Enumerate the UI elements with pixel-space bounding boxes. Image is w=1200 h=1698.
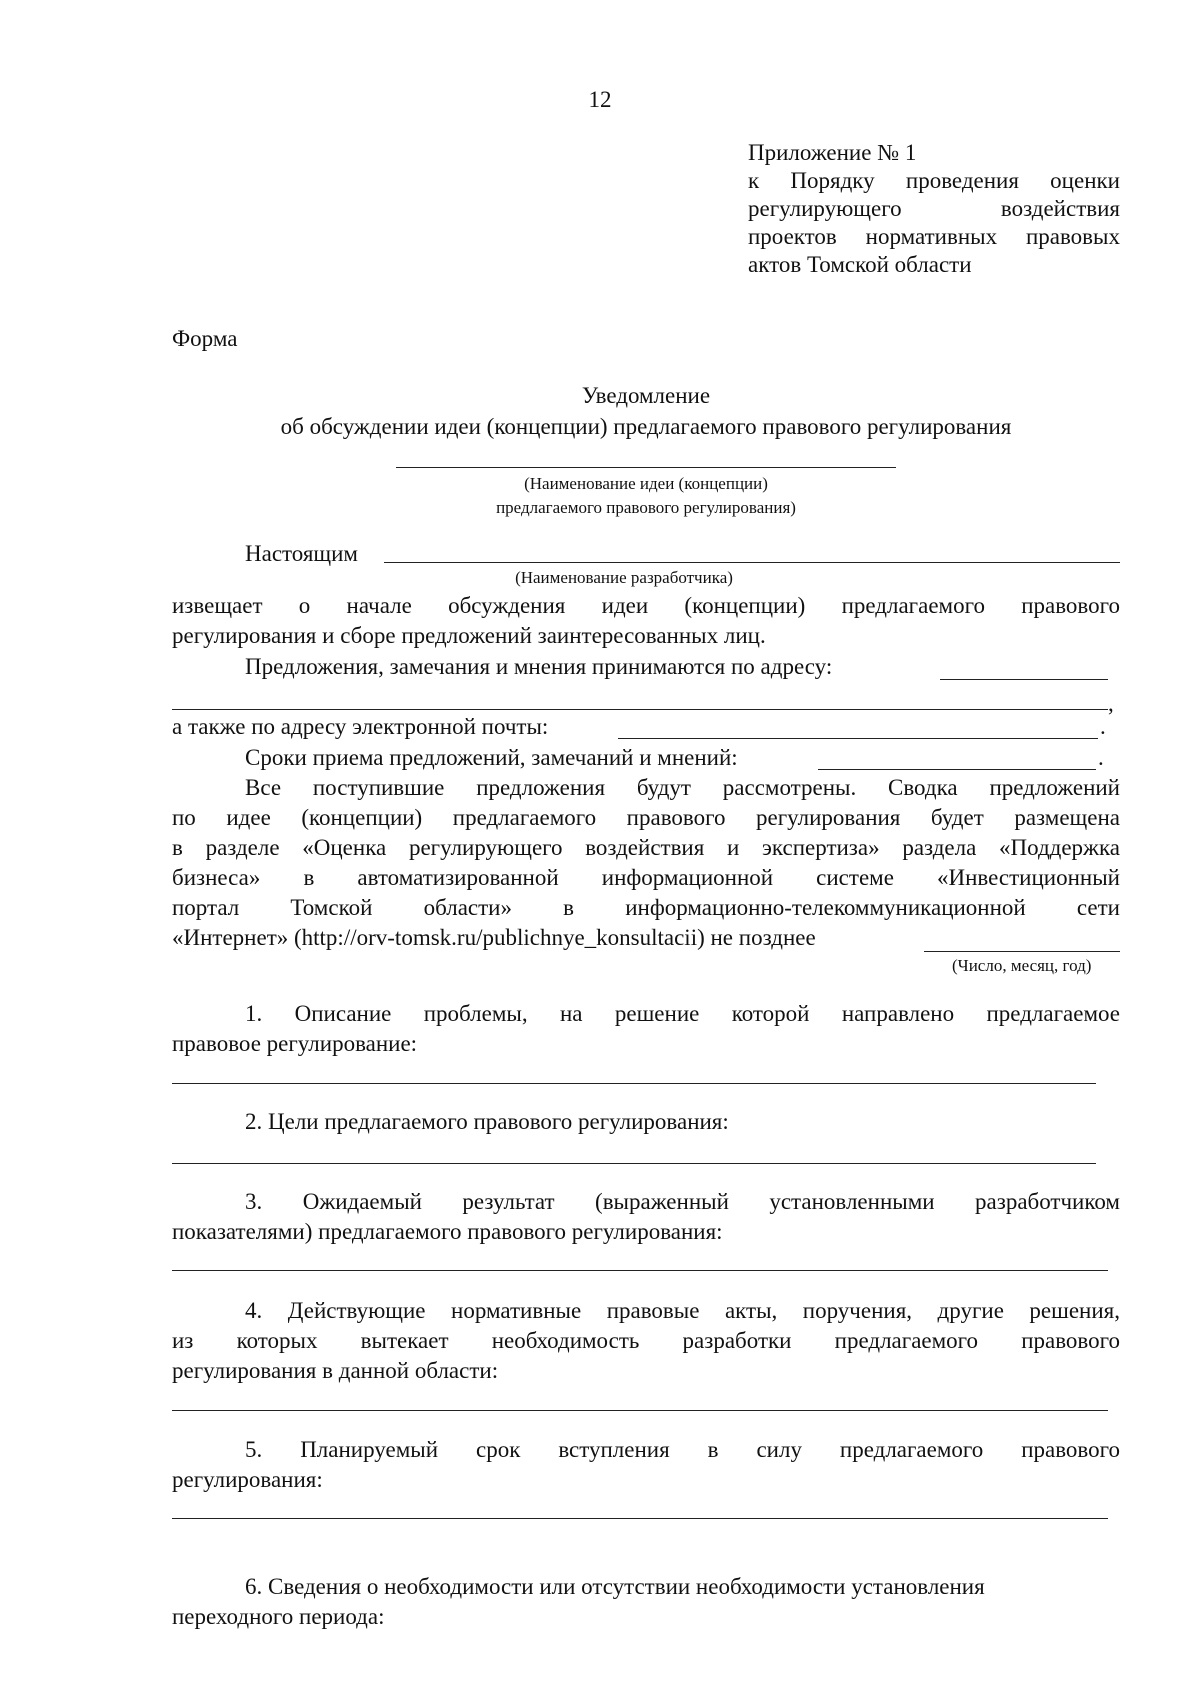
summary-line-1: Все поступившие предложения будут рассмотрены. Сводка предложений bbox=[245, 775, 1120, 800]
item-1-line-2: правовое регулирование: bbox=[172, 1031, 418, 1056]
appendix-line-4: проектов нормативных правовых bbox=[748, 224, 1120, 249]
item-2-answer-field[interactable] bbox=[172, 1163, 1096, 1164]
intro-line-1: извещает о начале обсуждения идеи (концепции) предлагаемого правового bbox=[172, 593, 1120, 618]
item-4-line-3: регулирования в данной области: bbox=[172, 1358, 499, 1383]
summary-line-2: по идее (концепции) предлагаемого правового регулирования будет размещена bbox=[172, 805, 1120, 830]
appendix-line-1: Приложение № 1 bbox=[748, 140, 917, 165]
appendix-line-2: к Порядку проведения оценки bbox=[748, 168, 1120, 193]
terms-text: Сроки приема предложений, замечаний и мнений: bbox=[245, 745, 738, 770]
email-period: . bbox=[1100, 714, 1106, 739]
developer-name-field[interactable] bbox=[384, 562, 1120, 563]
summary-line-4: бизнеса» в автоматизированной информационной системе «Инвестиционный bbox=[172, 865, 1120, 890]
document-subtitle: об обсуждении идеи (концепции) предлагаемого правового регулирования bbox=[280, 414, 1012, 439]
item-4-line-2: из которых вытекает необходимость разработки предлагаемого правового bbox=[172, 1328, 1120, 1353]
item-5-line-2: регулирования: bbox=[172, 1467, 323, 1492]
intro-line-2: регулирования и сборе предложений заинтересованных лиц. bbox=[172, 623, 766, 648]
item-2-line-1: 2. Цели предлагаемого правового регулирования: bbox=[245, 1109, 729, 1134]
address-field-b[interactable] bbox=[172, 709, 1108, 710]
item-1-line-1: 1. Описание проблемы, на решение которой направлено предлагаемое bbox=[245, 1001, 1120, 1026]
document-title: Уведомление bbox=[581, 383, 711, 408]
intro-prefix: Настоящим bbox=[245, 541, 358, 566]
idea-caption-line-1: (Наименование идеи (концепции) bbox=[524, 474, 768, 493]
item-4-answer-field[interactable] bbox=[172, 1410, 1108, 1411]
item-3-answer-field[interactable] bbox=[172, 1270, 1108, 1271]
email-text: а также по адресу электронной почты: bbox=[172, 714, 549, 739]
item-5-line-1: 5. Планируемый срок вступления в силу предлагаемого правового bbox=[245, 1437, 1120, 1462]
item-1-answer-field[interactable] bbox=[172, 1083, 1096, 1084]
appendix-line-5: актов Томской области bbox=[748, 252, 972, 277]
form-label: Форма bbox=[172, 326, 238, 351]
date-caption: (Число, месяц, год) bbox=[952, 956, 1092, 975]
appendix-line-3: регулирующего воздействия bbox=[748, 196, 1120, 221]
summary-line-3: в разделе «Оценка регулирующего воздействия и экспертиза» раздела «Поддержка bbox=[172, 835, 1120, 860]
email-field[interactable] bbox=[618, 738, 1098, 739]
address-text: Предложения, замечания и мнения принимаются по адресу: bbox=[245, 654, 833, 679]
item-5-answer-field[interactable] bbox=[172, 1518, 1108, 1519]
developer-caption: (Наименование разработчика) bbox=[515, 568, 733, 587]
item-6-line-2: переходного периода: bbox=[172, 1604, 385, 1629]
summary-line-6: «Интернет» (http://orv-tomsk.ru/publichnye_konsultacii) не позднее bbox=[172, 925, 816, 950]
terms-field[interactable] bbox=[818, 769, 1096, 770]
item-4-line-1: 4. Действующие нормативные правовые акты, поручения, другие решения, bbox=[245, 1298, 1120, 1323]
address-comma: , bbox=[1108, 691, 1114, 716]
terms-period: . bbox=[1098, 745, 1104, 770]
idea-name-field[interactable] bbox=[396, 467, 896, 468]
address-field-a[interactable] bbox=[940, 679, 1108, 680]
item-3-line-2: показателями) предлагаемого правового регулирования: bbox=[172, 1219, 723, 1244]
item-6-line-1: 6. Сведения о необходимости или отсутствии необходимости установления bbox=[245, 1574, 985, 1599]
page-number: 12 bbox=[588, 87, 612, 112]
deadline-date-field[interactable] bbox=[924, 951, 1120, 952]
item-3-line-1: 3. Ожидаемый результат (выраженный установленными разработчиком bbox=[245, 1189, 1120, 1214]
summary-line-5: портал Томской области» в информационно-телекоммуникационной сети bbox=[172, 895, 1120, 920]
idea-caption-line-2: предлагаемого правового регулирования) bbox=[496, 498, 796, 517]
